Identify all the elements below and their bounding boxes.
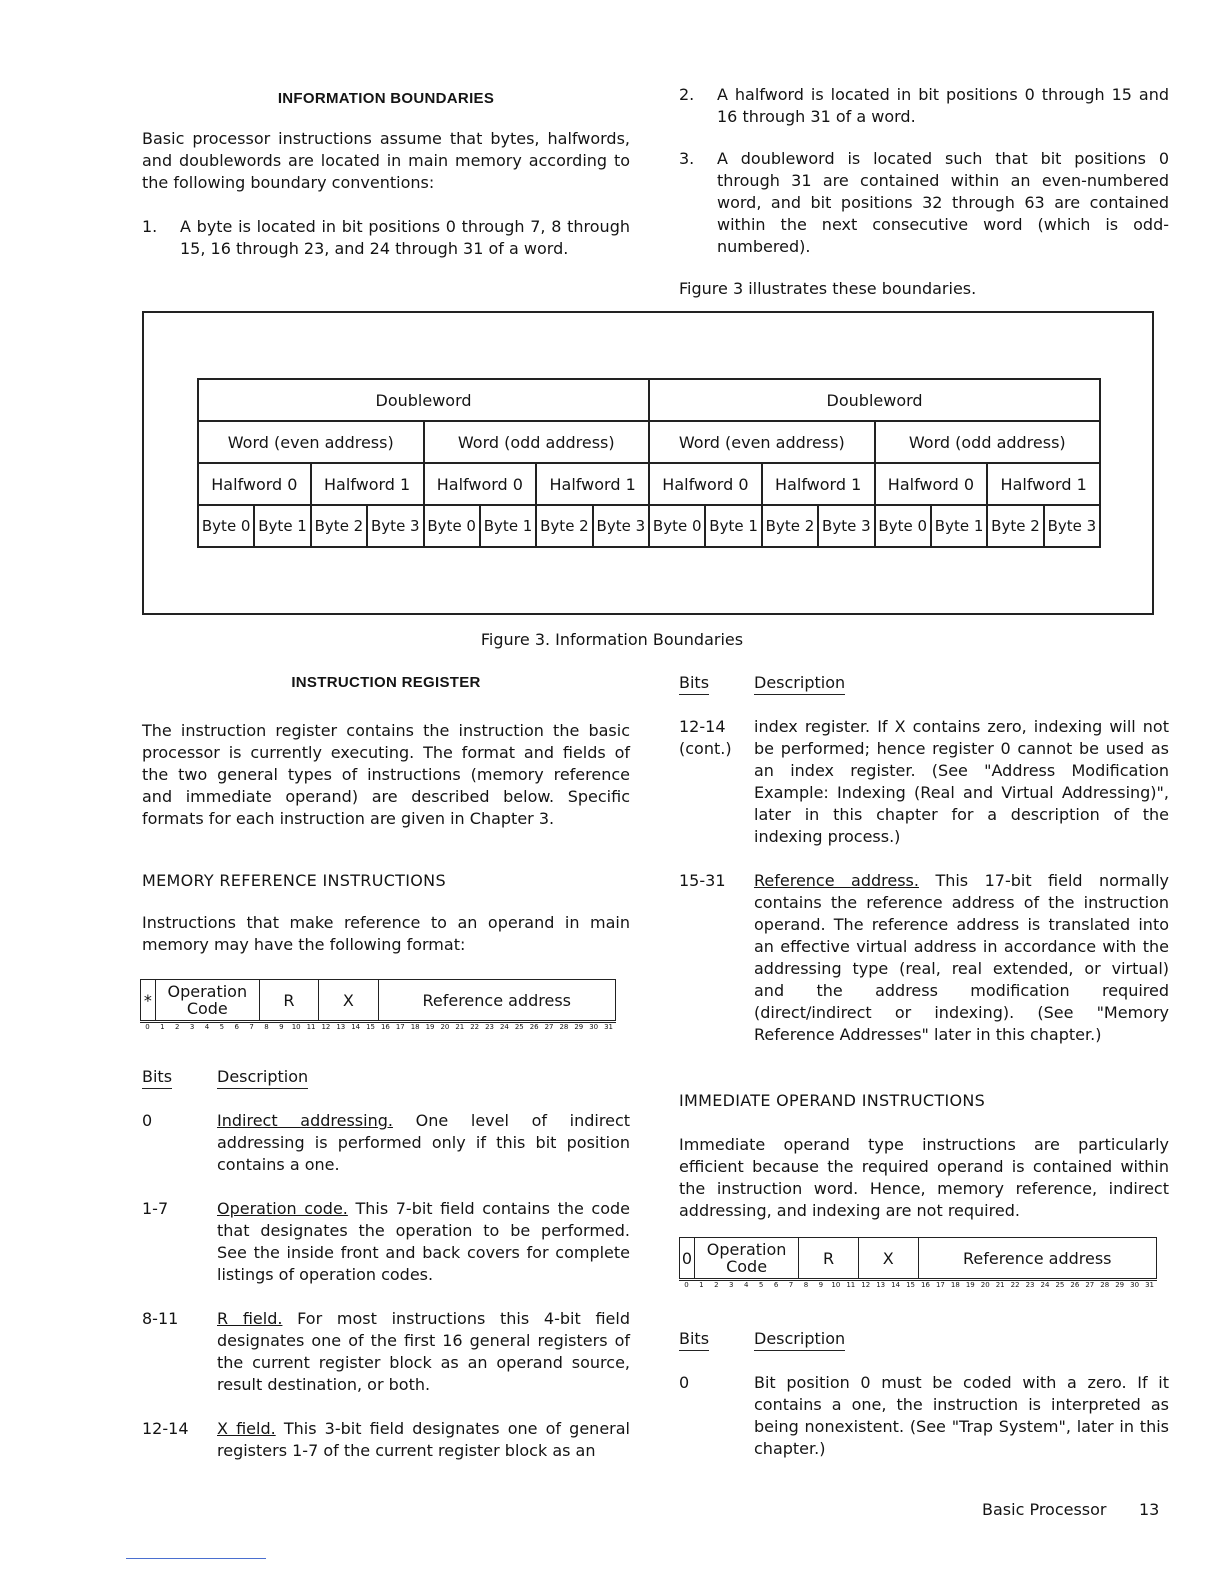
bit-scale-label: 14	[891, 1281, 901, 1289]
halfword-cell: Halfword 1	[311, 463, 424, 505]
description-column-header: Description	[217, 1067, 308, 1089]
bit-scale-label: 3	[189, 1023, 195, 1031]
table-row	[142, 1308, 630, 1396]
halfword-cell: Halfword 0	[875, 463, 988, 505]
bit-scale-label: 21	[995, 1281, 1005, 1289]
bit-scale-label: 22	[470, 1023, 480, 1031]
byte-cell: Byte 3	[593, 505, 649, 547]
bit-scale-label: 28	[1100, 1281, 1110, 1289]
immediate-operand-text: Immediate operand type instructions are particularly efficient because the required operand is contained within the instruction word. Hence, memory reference, indirect addressing, and indexing are not required.	[679, 1135, 1169, 1220]
opcode-label-line2: Code	[186, 999, 228, 1018]
immediate-bits-table	[679, 1328, 1169, 1460]
doubleword-cell: Doubleword	[649, 379, 1100, 421]
field-title: X field.	[217, 1419, 276, 1438]
byte-cell: Byte 2	[311, 505, 367, 547]
opcode-label-line1: Operation	[167, 982, 248, 1001]
bit-scale-label: 23	[485, 1023, 495, 1031]
field-title: R field.	[217, 1309, 283, 1328]
reference-address-cell: Reference address	[918, 1238, 1157, 1279]
bit-scale-label: 9	[818, 1281, 824, 1289]
bits-value	[679, 716, 754, 848]
field-text: This 7-bit field contains the code that designates the operation to be performed. See the inside front and back covers for complete listings of operation codes.	[217, 1199, 630, 1284]
bit-scale-label: 9	[279, 1023, 284, 1031]
bit-scale-label: 18	[950, 1281, 960, 1289]
memory-reference-text: Instructions that make reference to an operand in main memory may have the following format:	[142, 913, 630, 954]
bit-scale-label: 18	[410, 1023, 420, 1031]
bit-scale-label: 24	[499, 1023, 509, 1031]
byte-cell: Byte 0	[198, 505, 254, 547]
bits-column-header: Bits	[679, 1329, 709, 1351]
bit-scale-label: 16	[921, 1281, 930, 1289]
bit-scale-label: 8	[803, 1281, 809, 1289]
table-row	[142, 1198, 630, 1286]
bit-scale-label: 20	[980, 1281, 990, 1289]
word-row	[198, 421, 1100, 463]
bit-scale-label: 2	[714, 1281, 719, 1289]
table-row	[142, 1418, 630, 1462]
bit-scale-label: 6	[234, 1023, 239, 1031]
bit-scale-label: 27	[1085, 1281, 1095, 1289]
byte-cell: Byte 0	[424, 505, 480, 547]
bits-range: 12-14	[679, 717, 726, 736]
bits-description: index register. If X contains zero, indexing will not be performed; hence register 0 cannot be used as an index register. (See "Address Modification Example: Indexing (Real and Virtual Addressing)", later in this chapter for a description of the indexing process.)	[754, 717, 1169, 846]
bits-column-header: Bits	[142, 1067, 172, 1089]
bit-scale-label: 1	[160, 1023, 165, 1031]
bits-description	[217, 1308, 630, 1396]
bit-scale-label: 17	[395, 1023, 405, 1031]
instruction-register-section	[142, 672, 630, 956]
field-title: Indirect addressing.	[217, 1111, 393, 1130]
information-boundaries-diagram	[197, 378, 1101, 548]
bit-scale-label: 0	[684, 1281, 689, 1289]
bit-scale-label: 7	[249, 1023, 254, 1031]
field-title: Operation code.	[217, 1199, 348, 1218]
word-cell: Word (even address)	[198, 421, 424, 463]
list-text: A byte is located in bit positions 0 through 7, 8 through 15, 16 through 23, and 24 through 31 of a word.	[180, 217, 630, 258]
bit-scale-label: 21	[455, 1023, 465, 1031]
halfword-cell: Halfword 0	[198, 463, 311, 505]
bits-value: 12-14	[142, 1419, 189, 1438]
subheading-immediate-operand: IMMEDIATE OPERAND INSTRUCTIONS	[679, 1091, 986, 1110]
description-column-header: Description	[754, 1329, 845, 1351]
bits-description: Bit position 0 must be coded with a zero. If it contains a one, the instruction is interpreted as being nonexistent. (See "Trap System", later in this chapter.)	[754, 1373, 1169, 1458]
bit-scale-label: 15	[906, 1281, 915, 1289]
bit-scale-label: 27	[544, 1023, 554, 1031]
bit-scale-label: 31	[1145, 1281, 1154, 1289]
bit-scale-label: 15	[366, 1023, 376, 1031]
memory-reference-bits-table	[142, 1066, 630, 1462]
bits-value: 1-7	[142, 1199, 169, 1218]
halfword-cell: Halfword 0	[424, 463, 537, 505]
bit-scale-label: 1	[699, 1281, 704, 1289]
doubleword-cell: Doubleword	[198, 379, 649, 421]
bit-scale-label: 30	[1130, 1281, 1140, 1289]
list-number: 3.	[679, 149, 695, 168]
bit-scale-label: 0	[145, 1023, 150, 1031]
bit-scale-label: 19	[965, 1281, 975, 1289]
halfword-cell: Halfword 1	[987, 463, 1100, 505]
field-text: This 3-bit field designates one of general registers 1-7 of the current register block as an	[217, 1419, 630, 1460]
subheading-memory-reference: MEMORY REFERENCE INSTRUCTIONS	[142, 871, 446, 890]
bits-description	[217, 1110, 630, 1176]
reference-address-cell: Reference address	[378, 980, 616, 1021]
bit-scale-label: 25	[1055, 1281, 1065, 1289]
indirect-bit-cell: *	[141, 980, 156, 1021]
word-cell: Word (odd address)	[875, 421, 1101, 463]
bits-header	[679, 1328, 1169, 1350]
bit-scale-label: 11	[306, 1023, 316, 1031]
info-boundaries-intro: Basic processor instructions assume that bytes, halfwords, and doublewords are located in main memory according to the following boundary conventions:	[142, 129, 630, 192]
list-item	[679, 84, 1169, 128]
byte-cell: Byte 3	[818, 505, 874, 547]
bit-scale-label: 8	[264, 1023, 269, 1031]
bits-description	[754, 870, 1169, 1046]
field-title: Reference address.	[754, 871, 919, 890]
bit-scale-label: 28	[559, 1023, 569, 1031]
bit-scale-label: 12	[321, 1023, 331, 1031]
byte-cell: Byte 0	[649, 505, 705, 547]
bit-scale-label: 10	[831, 1281, 841, 1289]
list-number: 1.	[142, 217, 158, 236]
bit-scale-label: 19	[425, 1023, 435, 1031]
bit-scale-label: 10	[291, 1023, 301, 1031]
halfword-cell: Halfword 1	[762, 463, 875, 505]
list-item	[679, 148, 1169, 258]
field-text: For most instructions this 4-bit field designates one of the first 16 general registers of the current register block as an operand source, result destination, or both.	[217, 1309, 630, 1394]
bit-scale-label: 26	[1070, 1281, 1080, 1289]
halfword-row	[198, 463, 1100, 505]
bit-scale-label: 4	[743, 1281, 749, 1289]
bits-description-continued	[679, 672, 1169, 1222]
operation-code-cell	[155, 980, 259, 1021]
operation-code-cell	[694, 1238, 798, 1279]
halfword-cell: Halfword 0	[649, 463, 762, 505]
x-field-cell: X	[319, 980, 378, 1021]
byte-cell: Byte 1	[254, 505, 310, 547]
field-text: One level of indirect addressing is performed only if this bit position contains a one.	[217, 1111, 631, 1174]
bit-scale-label: 29	[574, 1023, 584, 1031]
list-text: A halfword is located in bit positions 0 through 15 and 16 through 31 of a word.	[717, 85, 1169, 126]
footer-section-name: Basic Processor	[982, 1500, 1107, 1519]
table-row	[679, 716, 1169, 848]
table-row	[679, 870, 1169, 1046]
byte-cell: Byte 1	[705, 505, 761, 547]
word-cell: Word (odd address)	[424, 421, 650, 463]
page-number: 13	[1139, 1500, 1160, 1519]
section-heading-information-boundaries: INFORMATION BOUNDARIES	[277, 90, 495, 107]
figure-reference-text: Figure 3 illustrates these boundaries.	[679, 279, 977, 298]
instruction-register-text: The instruction register contains the instruction the basic processor is currently executing. The format and fields of the two general types of instructions (memory reference and immediate operand) are described below. Specific formats for each instruction are given in Chapter 3.	[142, 721, 630, 828]
r-field-cell: R	[799, 1238, 859, 1279]
bit-scale-label: 11	[846, 1281, 856, 1289]
bits-header	[679, 672, 1169, 694]
bits-continued-note: (cont.)	[679, 739, 732, 758]
bit-scale-label: 22	[1010, 1281, 1020, 1289]
bit-scale-label: 4	[204, 1023, 210, 1031]
zero-bit-cell: 0	[680, 1238, 695, 1279]
bit-scale-label: 12	[861, 1281, 871, 1289]
bit-scale-label: 5	[758, 1281, 764, 1289]
bits-value: 15-31	[679, 871, 726, 890]
memory-reference-format-diagram	[140, 979, 616, 1032]
opcode-label-line2: Code	[726, 1257, 768, 1276]
description-column-header: Description	[754, 673, 845, 695]
footer-rule	[126, 1558, 266, 1559]
word-cell: Word (even address)	[649, 421, 875, 463]
doubleword-row	[198, 379, 1100, 421]
byte-cell: Byte 3	[367, 505, 423, 547]
byte-cell: Byte 2	[987, 505, 1043, 547]
field-text: This 17-bit field normally contains the reference address of the instruction operand. The reference address is translated into an effective virtual address in accordance with the addressing type (real, real extended, or virtual) and the address modification required (direct/indirect or indexing). (See "Memory Reference Addresses" later in this chapter.)	[754, 871, 1170, 1044]
bits-description	[217, 1418, 630, 1462]
bit-scale	[679, 1280, 1157, 1290]
bits-description	[217, 1198, 630, 1286]
info-boundaries-continued	[679, 84, 1169, 300]
bit-scale-label: 23	[1025, 1281, 1035, 1289]
bit-scale-label: 24	[1040, 1281, 1050, 1289]
byte-cell: Byte 1	[931, 505, 987, 547]
x-field-cell: X	[858, 1238, 918, 1279]
list-text: A doubleword is located such that bit positions 0 through 31 are contained within an even-numbered word, and bit positions 32 through 63 are contained within the next consecutive word (which is odd-numbered).	[717, 149, 1169, 256]
bits-header	[142, 1066, 630, 1088]
byte-cell: Byte 2	[762, 505, 818, 547]
bit-scale-label: 25	[514, 1023, 524, 1031]
byte-cell: Byte 1	[480, 505, 536, 547]
bit-scale-label: 14	[351, 1023, 361, 1031]
bit-scale-label: 2	[174, 1023, 180, 1031]
bits-value: 0	[679, 1373, 690, 1392]
bit-scale-label: 3	[729, 1281, 734, 1289]
table-row	[679, 1372, 1169, 1460]
opcode-label-line1: Operation	[706, 1240, 787, 1259]
bits-value: 8-11	[142, 1309, 179, 1328]
info-boundaries-section	[142, 88, 630, 260]
bit-scale-label: 7	[788, 1281, 794, 1289]
bit-scale-label: 13	[876, 1281, 886, 1289]
bit-scale-label: 5	[219, 1023, 225, 1031]
section-heading-instruction-register: INSTRUCTION REGISTER	[291, 674, 481, 691]
bit-scale	[140, 1022, 616, 1032]
bit-scale-label: 6	[773, 1281, 779, 1289]
figure-caption: Figure 3. Information Boundaries	[480, 630, 744, 649]
bit-scale-label: 13	[336, 1023, 346, 1031]
bit-scale-label: 17	[935, 1281, 945, 1289]
bit-scale-label: 26	[529, 1023, 539, 1031]
bit-scale-label: 16	[380, 1023, 390, 1031]
list-item	[142, 216, 630, 260]
bit-scale-label: 29	[1115, 1281, 1125, 1289]
halfword-cell: Halfword 1	[536, 463, 649, 505]
table-row	[142, 1110, 630, 1176]
byte-cell: Byte 3	[1044, 505, 1100, 547]
r-field-cell: R	[259, 980, 318, 1021]
immediate-operand-format-diagram	[679, 1237, 1157, 1290]
byte-cell: Byte 0	[875, 505, 931, 547]
bit-scale-label: 20	[440, 1023, 450, 1031]
bits-value: 0	[142, 1111, 153, 1130]
bits-column-header: Bits	[679, 673, 709, 695]
bit-scale-label: 31	[604, 1023, 614, 1031]
bit-scale-label: 30	[589, 1023, 599, 1031]
byte-row	[198, 505, 1100, 547]
list-number: 2.	[679, 85, 695, 104]
byte-cell: Byte 2	[536, 505, 592, 547]
